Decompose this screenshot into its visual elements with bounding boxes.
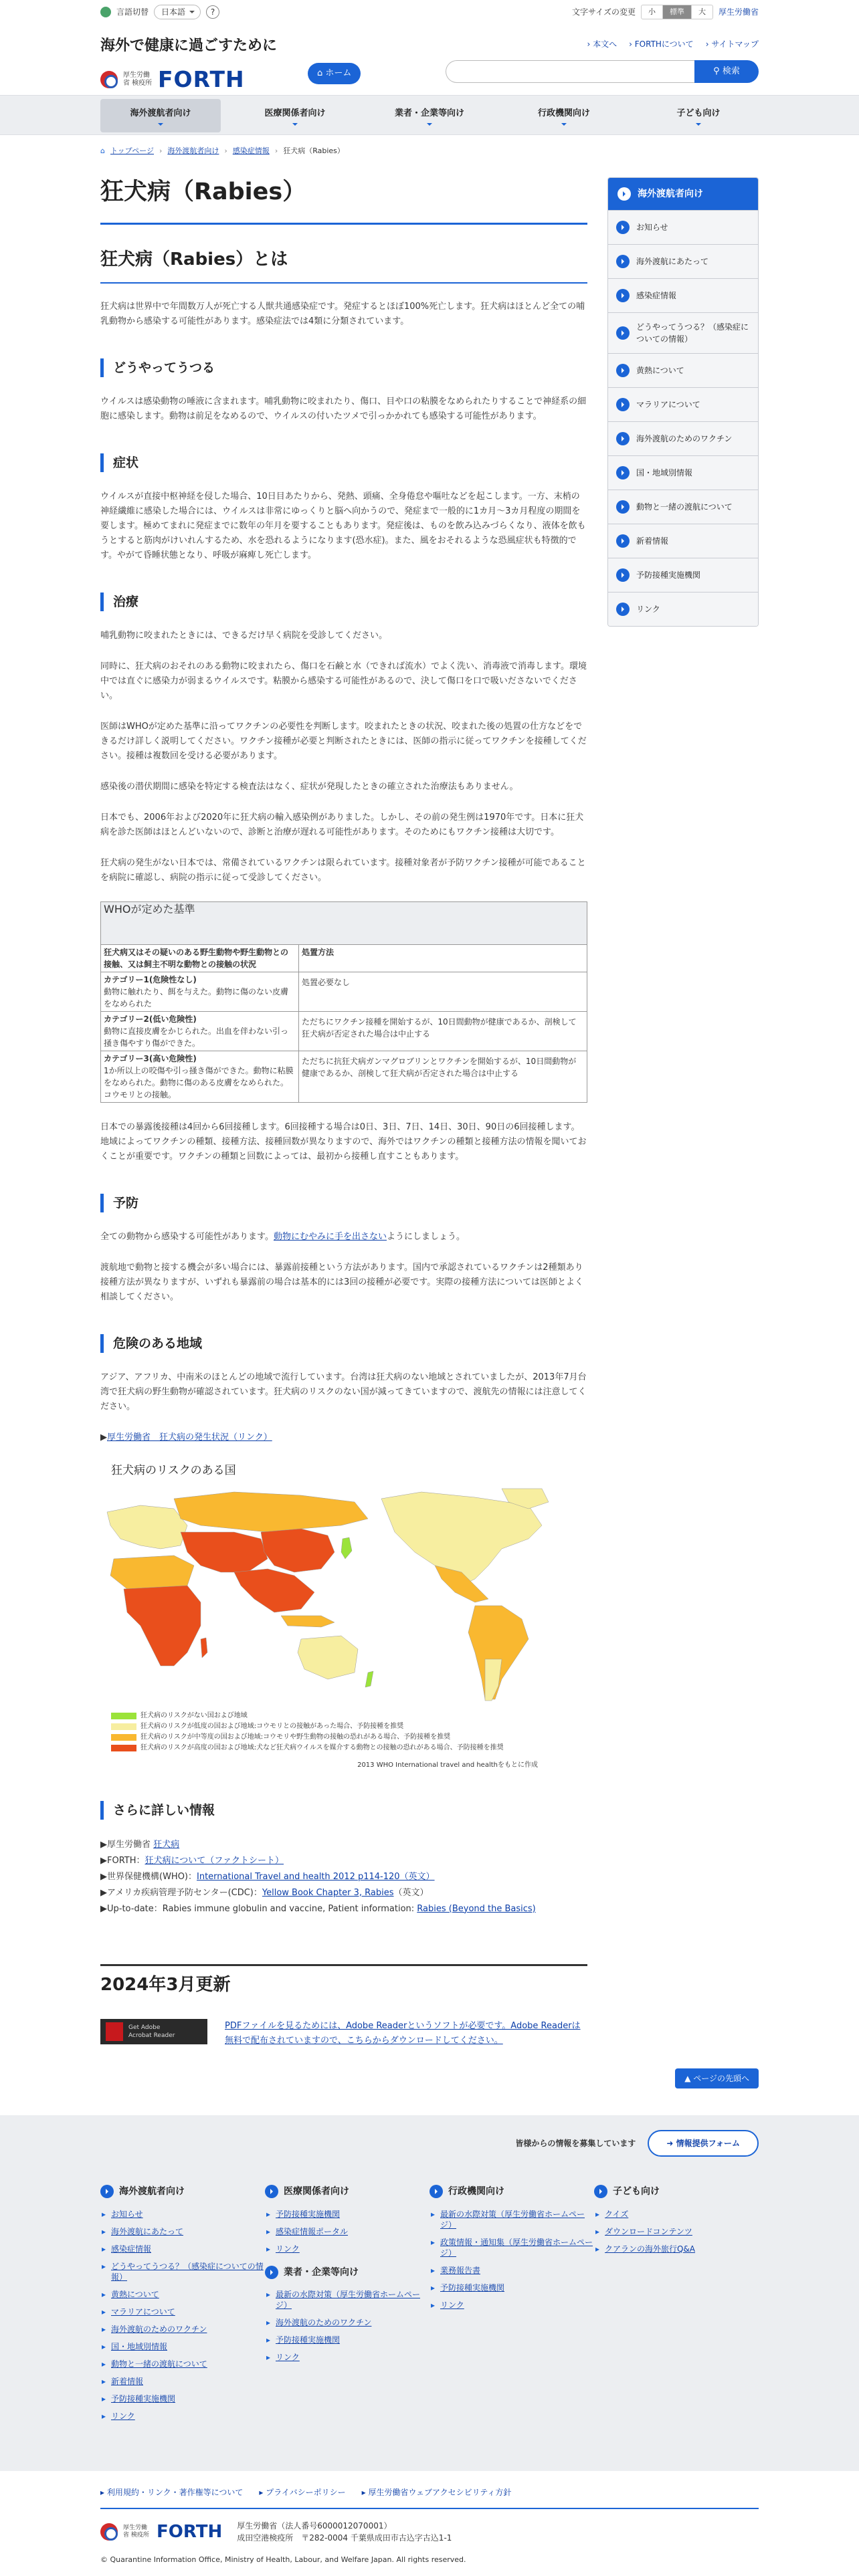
footer-link-label: クアランの海外旅行Q&A — [605, 2244, 696, 2254]
copyright: © Quarantine Information Office, Ministry of Health, Labour, and Welfare Japan. All rights reserved. — [100, 2555, 466, 2564]
arrow-circle-icon — [616, 603, 630, 616]
arrow-circle-icon — [616, 466, 630, 479]
sidebar-item-label: 黄熱について — [636, 366, 684, 376]
footer-link[interactable]: ▸ 厚生労働省ウェブアクセシビリティ方針 — [361, 2488, 512, 2497]
footer-link[interactable] — [430, 2262, 594, 2279]
area-link-line — [100, 1430, 587, 1445]
gnav-business[interactable]: 業者・企業等向け — [369, 99, 490, 132]
search-button-label: 検索 — [722, 66, 740, 76]
arrow-circle-icon — [616, 326, 630, 340]
globe-icon — [100, 7, 111, 17]
legend-swatch — [111, 1734, 136, 1741]
fontsize-switch — [641, 5, 713, 19]
footer-link-label: 予防接種実施機関 — [276, 2335, 341, 2345]
footer-link[interactable] — [594, 2206, 759, 2223]
footer-link-label: 黄熱について — [111, 2289, 159, 2299]
home-button[interactable]: ⌂ ホーム — [308, 63, 361, 84]
ref-link[interactable]: Rabies (Beyond the Basics) — [417, 1903, 536, 1914]
sidebar-item[interactable] — [608, 421, 758, 455]
prevent-text-2: 渡航地で動物と接する機会が多い場合には、暴露前接種という方法があります。国内で承認されているワクチンは2種類あり接種方法が異なりますが、いずれも暴露前の場合は基本的には3回の接種が必要です。実際の接種方法については医師とよく相談してください。 — [100, 1262, 583, 1302]
main-content — [100, 177, 587, 2048]
footer-link-label: 政策情報・通知集（厚生労働省ホームページ） — [440, 2237, 593, 2258]
footer-bottom — [0, 2471, 859, 2576]
info-request — [100, 2127, 759, 2159]
animal-link[interactable]: 動物にむやみに手を出さない — [273, 1231, 387, 1242]
footer-link[interactable] — [100, 2390, 265, 2407]
logo-ministry-text: 厚生労働省 検疫所 — [123, 71, 153, 87]
category-desc: 1か所以上の咬傷や引っ掻き傷ができた。動物に粘膜をなめられた。動物に傷のある皮膚をなめられた。コウモリとの接触。 — [104, 1065, 294, 1099]
arrow-circle-icon — [616, 364, 630, 377]
legend-item — [111, 1711, 569, 1721]
prevent-text-a: 全ての動物から感染する可能性があります。 — [100, 1231, 274, 1242]
adobe-icon — [106, 2022, 123, 2041]
footer-link[interactable] — [100, 2407, 265, 2425]
legend-swatch — [111, 1745, 136, 1751]
list-item: ▶世界保健機構(WHO)：International Travel and health 2012 p114-120（英文） — [100, 1871, 435, 1882]
footer-link-label: 業務報告書 — [440, 2265, 481, 2275]
arrow-circle-icon — [617, 187, 631, 201]
list-item: ▶厚生労働省 狂犬病 — [100, 1839, 180, 1850]
arrow-circle-icon — [265, 2266, 278, 2279]
language-label: 言語切替 — [116, 7, 149, 17]
prevent-text-1 — [100, 1230, 587, 1245]
world-risk-map — [100, 1485, 569, 1706]
legend-item — [111, 1743, 569, 1753]
breadcrumb-top[interactable]: トップページ — [110, 146, 154, 155]
footer-address — [100, 2520, 759, 2544]
category-action: ただちに抗狂犬病ガンマグロブリンとワクチンを開始するが、10日間動物が健康であるか、剖検して狂犬病が否定された場合は中止する — [299, 1051, 587, 1102]
footer-heading-label: 海外渡航者向け — [119, 2186, 185, 2197]
home-icon: ⌂ — [100, 146, 105, 155]
search-form — [446, 60, 759, 83]
legend-item — [111, 1733, 569, 1742]
footer-link-label: ダウンロードコンテンツ — [605, 2226, 692, 2236]
category-action: 処置必要なし — [299, 972, 587, 1011]
symptom-text: ウイルスが直接中枢神経を侵した場合、10日目あたりから、発熱、頭痛、全身倦怠や嘔吐などを起こします。一方、末梢の神経繊維に感染した場合には、ウイルスは非常にゆっくりと脳へ向かうので、発症まで一般的に1カ月〜3カ月程度の期間を要します。極めてまれに発症までに数年の年月を要することもあります。発症後は、ものを飲み込みづらくなり、液体を飲もうとすると筋肉がけいれんするため、水を恐れるようになります(恐水症)。また、風をおそれるような恐風症状も特徴的です。やがて昏睡状態となり、呼吸が麻痺し死亡します。 — [100, 491, 586, 560]
sidebar-item-label: リンク — [636, 605, 660, 615]
sidebar-item[interactable] — [608, 490, 758, 524]
risk-map-figure — [100, 1461, 569, 1772]
footer-logo[interactable] — [100, 2523, 222, 2541]
footer-column — [265, 2177, 430, 2471]
footer-link[interactable]: ▸ プライバシーポリシー — [259, 2488, 346, 2497]
search-button[interactable] — [694, 60, 759, 83]
list-item: ▶FORTH：狂犬病について（ファクトシート） — [100, 1855, 284, 1866]
sidebar-item-label: 海外渡航のためのワクチン — [636, 434, 733, 444]
footer-link-label: リンク — [276, 2244, 300, 2254]
sidebar-item[interactable] — [608, 312, 758, 353]
section-title: 狂犬病（Rabies）とは — [100, 245, 587, 284]
sidebar-item[interactable] — [608, 278, 758, 312]
logo-mark-icon — [100, 2523, 118, 2541]
gnav-medical[interactable]: 医療関係者向け — [235, 99, 355, 132]
area-text: アジア、アフリカ、中南米のほとんどの地域で流行しています。台湾は狂犬病のない地域とされていましたが、2013年7月台湾で狂犬病の野生動物が確認されています。狂犬病のリスクのない国が減ってきていますので、渡航先の情報には注意してください。 — [100, 1372, 587, 1412]
heading-how: どうやってうつる — [100, 358, 587, 377]
legend-item — [111, 1722, 569, 1731]
footer-heading[interactable] — [265, 2183, 430, 2200]
home-button-label: ホーム — [325, 68, 352, 78]
footer-link-label: リンク — [111, 2411, 135, 2421]
sidebar-head[interactable] — [608, 178, 758, 210]
address-line: 厚生労働省（法人番号6000012070001） — [237, 2521, 392, 2531]
sidebar-item[interactable] — [608, 353, 758, 387]
after-table-text: 日本での暴露後接種は4回から6回接種します。6回接種する場合は0日、3日、7日、14日、30日、90日の6回接種します。地域によってワクチンの種類、接種方法、接種回数が異なりますので、海外ではワクチンの種類と接種方法の情報を聞いておくことが重要です。ワクチンの種類と回数によっては、最初から接種し直すこともあります。 — [100, 1121, 587, 1162]
footer-link[interactable] — [430, 2296, 594, 2314]
ref-link[interactable]: Yellow Book Chapter 3, Rabies — [262, 1887, 394, 1898]
sidebar-item-label: どうやってうつる？（感染症についての情報） — [636, 322, 749, 344]
sidebar-item-label: マラリアについて — [636, 400, 700, 410]
arrow-circle-icon — [616, 568, 630, 582]
footer-link[interactable] — [265, 2223, 430, 2240]
footer-heading-label: 子ども向け — [613, 2186, 660, 2197]
badge-line-2: Acrobat Reader — [128, 2032, 175, 2039]
footer-link[interactable] — [594, 2223, 759, 2240]
reference-list — [100, 1837, 587, 1917]
footer-link[interactable] — [265, 2314, 430, 2331]
footer-link-label: 動物と一緒の渡航について — [111, 2359, 207, 2369]
footer-column — [100, 2177, 265, 2471]
footer-links — [100, 2486, 759, 2500]
ref-link[interactable]: 狂犬病について（ファクトシート） — [145, 1855, 284, 1866]
map-caption: 2013 WHO International travel and healthをもとに作成 — [357, 1761, 538, 1769]
utility-bar — [100, 0, 759, 24]
breadcrumb-current: 狂犬病（Rabies） — [283, 146, 345, 155]
arrow-circle-icon — [616, 534, 630, 548]
footer-link-label: クイズ — [605, 2209, 629, 2219]
arrow-circle-icon — [594, 2185, 607, 2198]
link-arrow: ▶ — [100, 1432, 107, 1442]
footer-heading-label: 医療関係者向け — [284, 2186, 349, 2197]
adobe-download-link[interactable]: PDFファイルを見るためには、Adobe Readerというソフトが必要です。Adobe Readerは無料で配布されていますので、こちらからダウンロードしてください。 — [225, 2021, 581, 2046]
site-header — [100, 24, 759, 95]
intro-text: 狂犬病は世界中で年間数万人が死亡する人獣共通感染症です。発症するとほぼ100%死亡します。狂犬病はほとんど全ての哺乳動物から感染する可能性があります。感染症法では4類に分類されています。 — [100, 301, 585, 326]
footer-link[interactable] — [430, 2206, 594, 2234]
legend-label: 狂犬病のリスクが中等度の国および地域:コウモリや野生動物の接触の恐れがある場合、予防接種を推奨 — [140, 1733, 451, 1741]
footer-link-label: マラリアについて — [111, 2306, 175, 2317]
footer-link[interactable] — [100, 2373, 265, 2390]
breadcrumb-travelers[interactable]: 海外渡航者向け — [167, 146, 219, 155]
footer-nav — [100, 2177, 759, 2471]
footer-link-label: 感染症情報 — [111, 2244, 152, 2254]
heading-prevent: 予防 — [100, 1194, 587, 1212]
arrow-circle-icon — [616, 432, 630, 445]
fontsize-large-button[interactable]: 大 — [698, 7, 706, 16]
sidebar-item[interactable] — [608, 210, 758, 244]
sidebar-item-label: 予防接種実施機関 — [636, 570, 701, 580]
fontsize-small-button[interactable]: 小 — [642, 5, 663, 19]
footer-link[interactable]: ▸ 利用規約・リンク・著作権等について — [100, 2488, 244, 2497]
address-line: 成田空港検疫所 〒282-0004 千葉県成田市古込字古込1-1 — [237, 2533, 452, 2543]
global-nav — [0, 95, 859, 135]
footer-heading[interactable] — [594, 2183, 759, 2200]
footer-link[interactable] — [100, 2303, 265, 2321]
footer-heading[interactable] — [100, 2183, 265, 2200]
footer-link[interactable] — [100, 2286, 265, 2303]
header-link-sitemap[interactable]: › サイトマップ — [705, 39, 759, 49]
page-title: 狂犬病（Rabies） — [100, 179, 306, 206]
legend-swatch — [111, 1723, 136, 1730]
arrow-circle-icon — [616, 289, 630, 302]
search-icon: ⚲ — [713, 66, 723, 76]
footer-link-label: 海外渡航のためのワクチン — [276, 2318, 372, 2327]
table-header: 処置方法 — [299, 944, 587, 972]
breadcrumb-infection[interactable]: 感染症情報 — [232, 146, 270, 155]
table-row — [101, 1051, 587, 1102]
footer-link[interactable] — [100, 2223, 265, 2240]
legend-label: 狂犬病のリスクが高度の国および地域:犬など狂犬病ウイルスを媒介する動物との接触の恐れがある場合、予防接種を推奨 — [140, 1744, 504, 1751]
arrow-circle-icon — [616, 398, 630, 411]
adobe-notice — [100, 2019, 587, 2048]
sidebar — [607, 177, 759, 2048]
footer-link-label: どうやってうつる？（感染症についての情報） — [111, 2261, 264, 2282]
footer-link[interactable] — [265, 2349, 430, 2366]
heading-symptom: 症状 — [100, 453, 587, 472]
sidebar-item[interactable] — [608, 244, 758, 278]
footer-link[interactable] — [100, 2206, 265, 2223]
footer-column — [430, 2177, 594, 2471]
legend-label: 狂犬病のリスクがない国および地域 — [140, 1712, 248, 1719]
sidebar-head-label: 海外渡航者向け — [638, 189, 703, 200]
footer-link-label: 予防接種実施機関 — [276, 2209, 341, 2219]
footer-link[interactable] — [265, 2240, 430, 2258]
sidebar-item[interactable] — [608, 558, 758, 592]
arrow-circle-icon — [100, 2185, 114, 2198]
site-tagline: 海外で健康に過ごすために — [100, 37, 278, 54]
footer-link-label: 最新の水際対策（厚生労働省ホームページ） — [440, 2209, 585, 2230]
site-logo[interactable] — [100, 60, 245, 99]
footer-link[interactable] — [100, 2240, 265, 2258]
footer-link-label: 最新の水際対策（厚生労働省ホームページ） — [276, 2290, 421, 2310]
list-item: ▶Up-to-date：Rabies immune globulin and vaccine, Patient information: Rabies (Beyond the Basics) — [100, 1903, 536, 1914]
category-label: カテゴリー2(低い危険性) — [104, 1014, 197, 1024]
treatment-text: 哺乳動物に咬まれたときには、できるだけ早く病院を受診してください。 — [100, 630, 388, 641]
sidebar-item[interactable] — [608, 592, 758, 626]
sidebar-item-label: 感染症情報 — [636, 291, 677, 301]
table-caption: WHOが定めた基準 — [101, 901, 587, 944]
site-footer — [0, 2115, 859, 2576]
footer-link[interactable] — [265, 2331, 430, 2349]
heading-treatment: 治療 — [100, 593, 587, 611]
header-link-main-label: 本文へ — [593, 39, 617, 49]
ministry-link[interactable]: 厚生労働省 — [718, 7, 759, 17]
gnav-travelers[interactable]: 海外渡航者向け — [100, 99, 221, 132]
footer-link-label: 感染症情報ポータル — [276, 2226, 349, 2236]
info-form-button[interactable]: ➜ 情報提供フォーム — [648, 2130, 759, 2157]
sidebar-item[interactable] — [608, 455, 758, 490]
sidebar-item-label: 動物と一緒の渡航について — [636, 502, 733, 512]
header-links — [587, 37, 759, 51]
header-link-main[interactable]: › 本文へ — [587, 39, 617, 49]
sidebar-item[interactable] — [608, 524, 758, 558]
footer-link[interactable] — [100, 2355, 265, 2373]
legend-label: 狂犬病のリスクが低度の国および地域:コウモリとの接触があった場合、予防接種を推奨 — [140, 1723, 404, 1730]
footer-link-label: リンク — [440, 2300, 464, 2310]
footer-link-label: 海外渡航のためのワクチン — [111, 2324, 207, 2334]
arrow-circle-icon — [430, 2185, 443, 2198]
page-top-label: ページの先頭へ — [693, 2074, 749, 2083]
footer-heading[interactable] — [265, 2264, 430, 2281]
treatment-text: 狂犬病の発生がない日本では、常備されているワクチンは限られています。接種対象者が予防ワクチン接種が可能であることを病院に確認し、病院の指示に従って受診してください。 — [100, 857, 586, 883]
category-label: カテゴリー1(危険性なし) — [104, 974, 197, 984]
heading-more: さらに詳しい情報 — [100, 1801, 587, 1820]
language-select[interactable]: 日本語 — [154, 5, 201, 19]
category-desc: 動物に直接皮膚をかじられた。出血を伴わない引っ掻き傷やすり傷ができた。 — [104, 1026, 289, 1048]
table-row — [101, 1011, 587, 1051]
sidebar-item-label: お知らせ — [636, 223, 668, 233]
treatment-text: 感染後の潜伏期間に感染を特定する検査法はなく、症状が発現したときの確立された治療法もありません。 — [100, 781, 518, 792]
footer-heading[interactable] — [430, 2183, 594, 2200]
footer-link-label: お知らせ — [111, 2209, 143, 2219]
badge-line-1: Get Adobe — [128, 2024, 161, 2031]
map-title: 狂犬病のリスクのある国 — [111, 1463, 236, 1477]
ref-link[interactable]: 狂犬病 — [153, 1839, 180, 1850]
breadcrumb: ⌂ トップページ › 海外渡航者向け › 感染症情報 › 狂犬病（Rabies） — [100, 144, 759, 157]
footer-link[interactable] — [100, 2258, 265, 2286]
info-request-text: 皆様からの情報を募集しています — [515, 2138, 636, 2148]
info-form-label: 情報提供フォーム — [676, 2139, 740, 2148]
footer-link[interactable] — [100, 2321, 265, 2338]
sidebar-item-label: 海外渡航にあたって — [636, 257, 709, 267]
list-item: ▶アメリカ疾病管理予防センター(CDC)：Yellow Book Chapter 3, Rabies（英文） — [100, 1887, 429, 1898]
footer-heading-label: 業者・企業等向け — [284, 2266, 359, 2278]
arrow-circle-icon — [616, 500, 630, 514]
page-top-button[interactable]: ▲ ページの先頭へ — [675, 2068, 759, 2088]
table-row — [101, 972, 587, 1011]
how-text: ウイルスは感染動物の唾液に含まれます。哺乳動物に咬まれたり、傷口、目や口の粘膜をなめられたりすることで神経系の細胞に感染します。動物は前足をなめるので、ウイルスの付いたツメで引っかかれても感染する可能性があります。 — [100, 396, 587, 421]
arrow-circle-icon — [616, 255, 630, 268]
help-icon[interactable]: ? — [206, 5, 219, 19]
category-label: カテゴリー3(高い危険性) — [104, 1053, 197, 1063]
footer-link[interactable] — [100, 2338, 265, 2355]
sidebar-item-label: 新着情報 — [636, 536, 669, 546]
footer-column — [594, 2177, 759, 2471]
footer-heading-label: 行政機関向け — [448, 2186, 504, 2197]
footer-link-label: 新着情報 — [111, 2376, 144, 2386]
category-action: ただちにワクチン接種を開始するが、10日間動物が健康であるか、剖検して狂犬病が否定された場合は中止する — [299, 1011, 587, 1051]
heading-area: 危険のある地域 — [100, 1334, 587, 1353]
header-link-about-label: FORTHについて — [634, 39, 694, 49]
header-link-about[interactable]: › FORTHについて — [629, 39, 694, 49]
footer-link[interactable] — [430, 2279, 594, 2296]
map-legend — [111, 1711, 569, 1753]
footer-link-label: 予防接種実施機関 — [440, 2282, 505, 2292]
footer-link-label: 海外渡航にあたって — [111, 2226, 184, 2236]
adobe-reader-badge[interactable] — [100, 2019, 207, 2044]
logo-ministry-text: 厚生労働省 検疫所 — [123, 2525, 149, 2539]
prevent-text-b: ようにしましょう。 — [386, 1231, 465, 1242]
category-desc: 動物に触れたり、餌を与えた。動物に傷のない皮膚をなめられた — [104, 986, 289, 1008]
header-link-sitemap-label: サイトマップ — [711, 39, 759, 49]
sidebar-item-label: 国・地域別情報 — [636, 468, 693, 478]
table-header: 狂犬病又はその疑いのある野生動物や野生動物との接触、又は飼主不明な動物との接触の状況 — [101, 944, 299, 972]
sidebar-item[interactable] — [608, 387, 758, 421]
logo-forth-text: FORTH — [157, 2522, 223, 2542]
footer-link-label: リンク — [276, 2353, 300, 2362]
footer-link[interactable] — [265, 2286, 430, 2314]
fontsize-label: 文字サイズの変更 — [571, 7, 636, 17]
treatment-text: 同時に、狂犬病のおそれのある動物に咬まれたら、傷口を石鹸と水（できれば流水）でよく洗い、消毒液で消毒します。環境中では直ぐに感染力が弱まるウイルスです。粘膜から感染する可能性があるので、決して傷口を口で吸いださないでください。 — [100, 661, 587, 701]
footer-link[interactable] — [430, 2234, 594, 2262]
who-criteria-table — [100, 901, 587, 1103]
fontsize-normal-button[interactable]: 標準 — [663, 5, 692, 19]
footer-link[interactable] — [594, 2240, 759, 2258]
logo-forth-text: FORTH — [158, 66, 245, 92]
arrow-circle-icon — [616, 221, 630, 234]
gnav-government[interactable]: 行政機関向け — [504, 99, 624, 132]
legend-swatch — [111, 1713, 136, 1719]
ref-link[interactable]: International Travel and health 2012 p114-120（英文） — [197, 1871, 435, 1882]
logo-mark-icon — [100, 71, 118, 88]
mhlw-rabies-link[interactable]: 厚生労働省 狂犬病の発生状況（リンク） — [107, 1432, 272, 1442]
footer-link-label: 国・地域別情報 — [111, 2341, 168, 2351]
update-date: 2024年3月更新 — [100, 1964, 587, 2001]
treatment-text: 日本でも、2006年および2020年に狂犬病の輸入感染例がありました。しかし、その前の発生例は1970年です。日本に狂犬病を診た医師はほとんどいないので、診断と治療が遅れる可能性があります。そのためにもワクチン接種は大切です。 — [100, 812, 584, 837]
footer-link[interactable] — [265, 2206, 430, 2223]
treatment-text: 医師はWHOが定めた基準に沿ってワクチンの必要性を判断します。咬まれたときの状況、咬まれた後の処置の仕方などをできるだけ詳しく説明してください。ワクチン接種が必要と判断されたときには、医師の指示に従ってワクチンを接種してください。接種は複数回を受ける必要があります。 — [100, 721, 587, 761]
footer-link-label: 予防接種実施機関 — [111, 2393, 176, 2403]
gnav-kids[interactable]: 子ども向け — [638, 99, 759, 132]
arrow-circle-icon — [265, 2185, 278, 2198]
search-input[interactable] — [446, 60, 694, 83]
